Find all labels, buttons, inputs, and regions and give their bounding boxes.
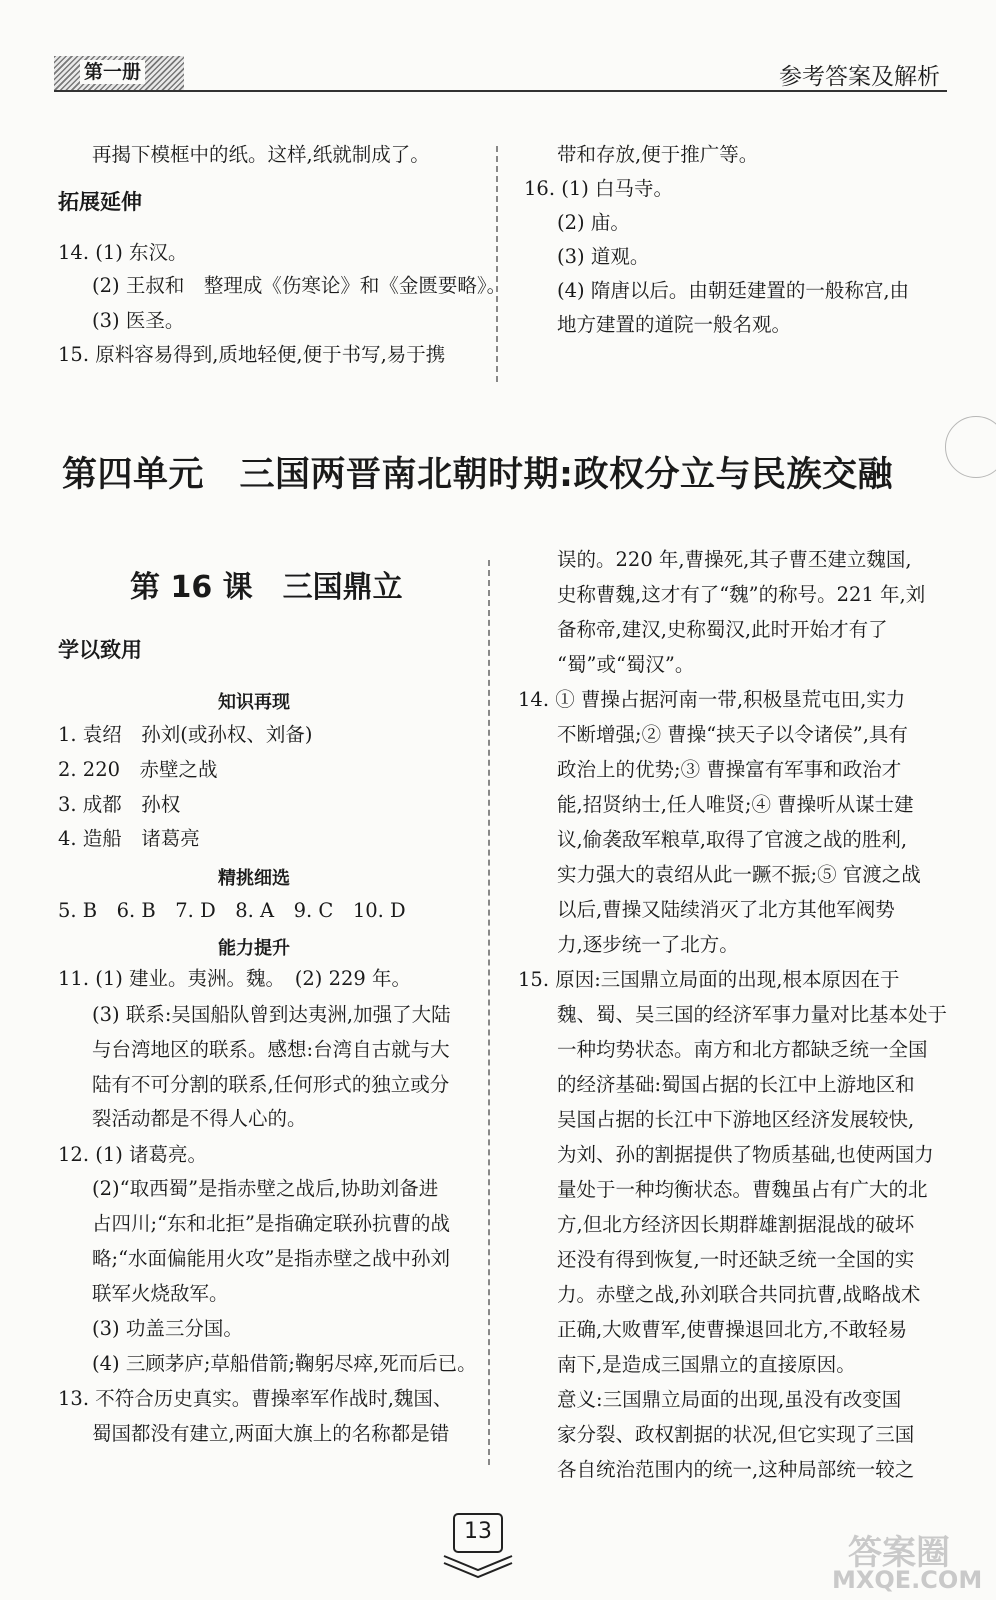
unit-title: 第四单元 三国两晋南北朝时期:政权分立与民族交融	[62, 455, 893, 495]
book-volume-tag	[54, 56, 184, 90]
answer-line: 裂活动都是不得人心的。	[92, 1107, 307, 1130]
lower-column-divider	[488, 560, 490, 1465]
watermark-url: MXQE.COM	[832, 1566, 983, 1594]
answer-line: 15. 原因:三国鼎立局面的出现,根本原因在于	[518, 968, 900, 991]
answer-line: 联军火烧敌军。	[92, 1282, 229, 1305]
answer-line: 为刘、孙的割据提供了物质基础,也使两国力	[557, 1143, 934, 1166]
answer-line: 还没有得到恢复,一时还缺乏统一全国的实	[557, 1248, 915, 1271]
section-heading-apply: 学以致用	[58, 638, 142, 662]
answer-line: 13. 不符合历史真实。曹操率军作战时,魏国、	[58, 1387, 453, 1410]
answer-line: 不断增强;② 曹操“挟天子以令诸侯”,具有	[557, 723, 908, 746]
answer-line: 12. (1) 诸葛亮。	[58, 1143, 208, 1166]
answer-line: 意义:三国鼎立局面的出现,虽没有改变国	[557, 1388, 902, 1411]
answer-line: 政治上的优势;③ 曹操富有军事和政治才	[557, 758, 902, 781]
book-volume-label: 第一册	[80, 60, 145, 84]
answer-line: 15. 原料容易得到,质地轻便,便于书写,易于携	[58, 343, 446, 366]
answer-line: 误的。220 年,曹操死,其子曹丕建立魏国,	[557, 548, 912, 571]
answer-line: 正确,大败曹军,使曹操退回北方,不敢轻易	[557, 1318, 908, 1341]
answer-line: (3) 联系:吴国船队曾到达夷洲,加强了大陆	[92, 1003, 451, 1026]
answer-line: 以后,曹操又陆续消灭了北方其他军阀势	[557, 898, 895, 921]
answer-line: 议,偷袭敌军粮草,取得了官渡之战的胜利,	[557, 828, 908, 851]
answer-line: (4) 三顾茅庐;草船借箭;鞠躬尽瘁,死而后已。	[92, 1352, 477, 1375]
answer-line: 的经济基础:蜀国占据的长江中上游地区和	[557, 1073, 915, 1096]
answer-line: (4) 隋唐以后。由朝廷建置的一般称宫,由	[557, 279, 910, 302]
header-title: 参考答案及解析	[779, 64, 940, 90]
continued-answer: 再揭下模框中的纸。这样,纸就制成了。	[92, 143, 430, 166]
answer-line: (3) 医圣。	[92, 309, 185, 332]
subheading-choice: 精挑细选	[218, 868, 290, 889]
answer-line: 备称帝,建汉,史称蜀汉,此时开始才有了	[557, 618, 888, 641]
answer-line: 略;“水面偏能用火攻”是指赤壁之战中孙刘	[92, 1247, 451, 1270]
answer-line: 吴国占据的长江中下游地区经济发展较快,	[557, 1108, 915, 1131]
choice-answers: 5. B 6. B 7. D 8. A 9. C 10. D	[58, 899, 406, 922]
answer-line: 一种均势状态。南方和北方都缺乏统一全国	[557, 1038, 928, 1061]
answer-line: 16. (1) 白马寺。	[524, 177, 674, 200]
answer-line: (2) 王叔和 整理成《伤寒论》和《金匮要略》。	[92, 274, 507, 297]
knowledge-item: 3. 成都 孙权	[58, 793, 181, 816]
answer-line: 蜀国都没有建立,两面大旗上的名称都是错	[92, 1422, 450, 1445]
knowledge-item: 4. 造船 诸葛亮	[58, 827, 200, 850]
answer-line: (3) 道观。	[557, 245, 650, 268]
section-heading-extension: 拓展延伸	[58, 190, 142, 214]
answer-line: 带和存放,便于推广等。	[557, 143, 759, 166]
answer-line: 史称曹魏,这才有了“魏”的称号。221 年,刘	[557, 583, 926, 606]
answer-line: 11. (1) 建业。夷洲。魏。 (2) 229 年。	[58, 967, 412, 990]
answer-line: 实力强大的袁绍从此一蹶不振;⑤ 官渡之战	[557, 863, 921, 886]
answer-line: 14. ① 曹操占据河南一带,积极垦荒屯田,实力	[518, 688, 906, 711]
answer-line: 南下,是造成三国鼎立的直接原因。	[557, 1353, 856, 1376]
page-number: 13	[464, 1519, 492, 1544]
subheading-ability: 能力提升	[218, 938, 290, 959]
answer-line: 能,招贤纳士,任人唯贤;④ 曹操听从谋士建	[557, 793, 914, 816]
answer-line: 魏、蜀、吴三国的经济军事力量对比基本处于	[557, 1003, 948, 1026]
answer-line: 地方建置的道院一般名观。	[557, 313, 792, 336]
answer-line: 与台湾地区的联系。感想:台湾自古就与大	[92, 1038, 450, 1061]
answer-line: 陆有不可分割的联系,任何形式的独立或分	[92, 1073, 450, 1096]
answer-line: 各自统治范围内的统一,这种局部统一较之	[557, 1458, 915, 1481]
answer-line: 家分裂、政权割据的状况,但它实现了三国	[557, 1423, 915, 1446]
answer-line: 14. (1) 东汉。	[58, 241, 188, 264]
answer-line: (2)“取西蜀”是指赤壁之战后,协助刘备进	[92, 1177, 439, 1200]
answer-line: 占四川;“东和北拒”是指确定联孙抗曹的战	[92, 1212, 451, 1235]
answer-line: 力,逐步统一了北方。	[557, 933, 739, 956]
answer-line: “蜀”或“蜀汉”。	[557, 653, 695, 676]
lesson-title: 第 16 课 三国鼎立	[130, 570, 403, 605]
answer-line: (3) 功盖三分国。	[92, 1317, 243, 1340]
answer-line: 量处于一种均衡状态。曹魏虽占有广大的北	[557, 1178, 928, 1201]
top-column-divider	[496, 146, 498, 382]
header-rule	[54, 90, 947, 92]
answer-line: 方,但北方经济因长期群雄割据混战的破坏	[557, 1213, 915, 1236]
stamp-seal	[945, 416, 996, 478]
subheading-knowledge: 知识再现	[218, 692, 290, 713]
watermark-logo-text: 答案圈	[848, 1533, 950, 1573]
answer-line: (2) 庙。	[557, 211, 630, 234]
knowledge-item: 1. 袁绍 孙刘(或孙权、刘备)	[58, 723, 313, 746]
answer-line: 力。赤壁之战,孙刘联合共同抗曹,战略战术	[557, 1283, 921, 1306]
knowledge-item: 2. 220 赤壁之战	[58, 758, 218, 781]
